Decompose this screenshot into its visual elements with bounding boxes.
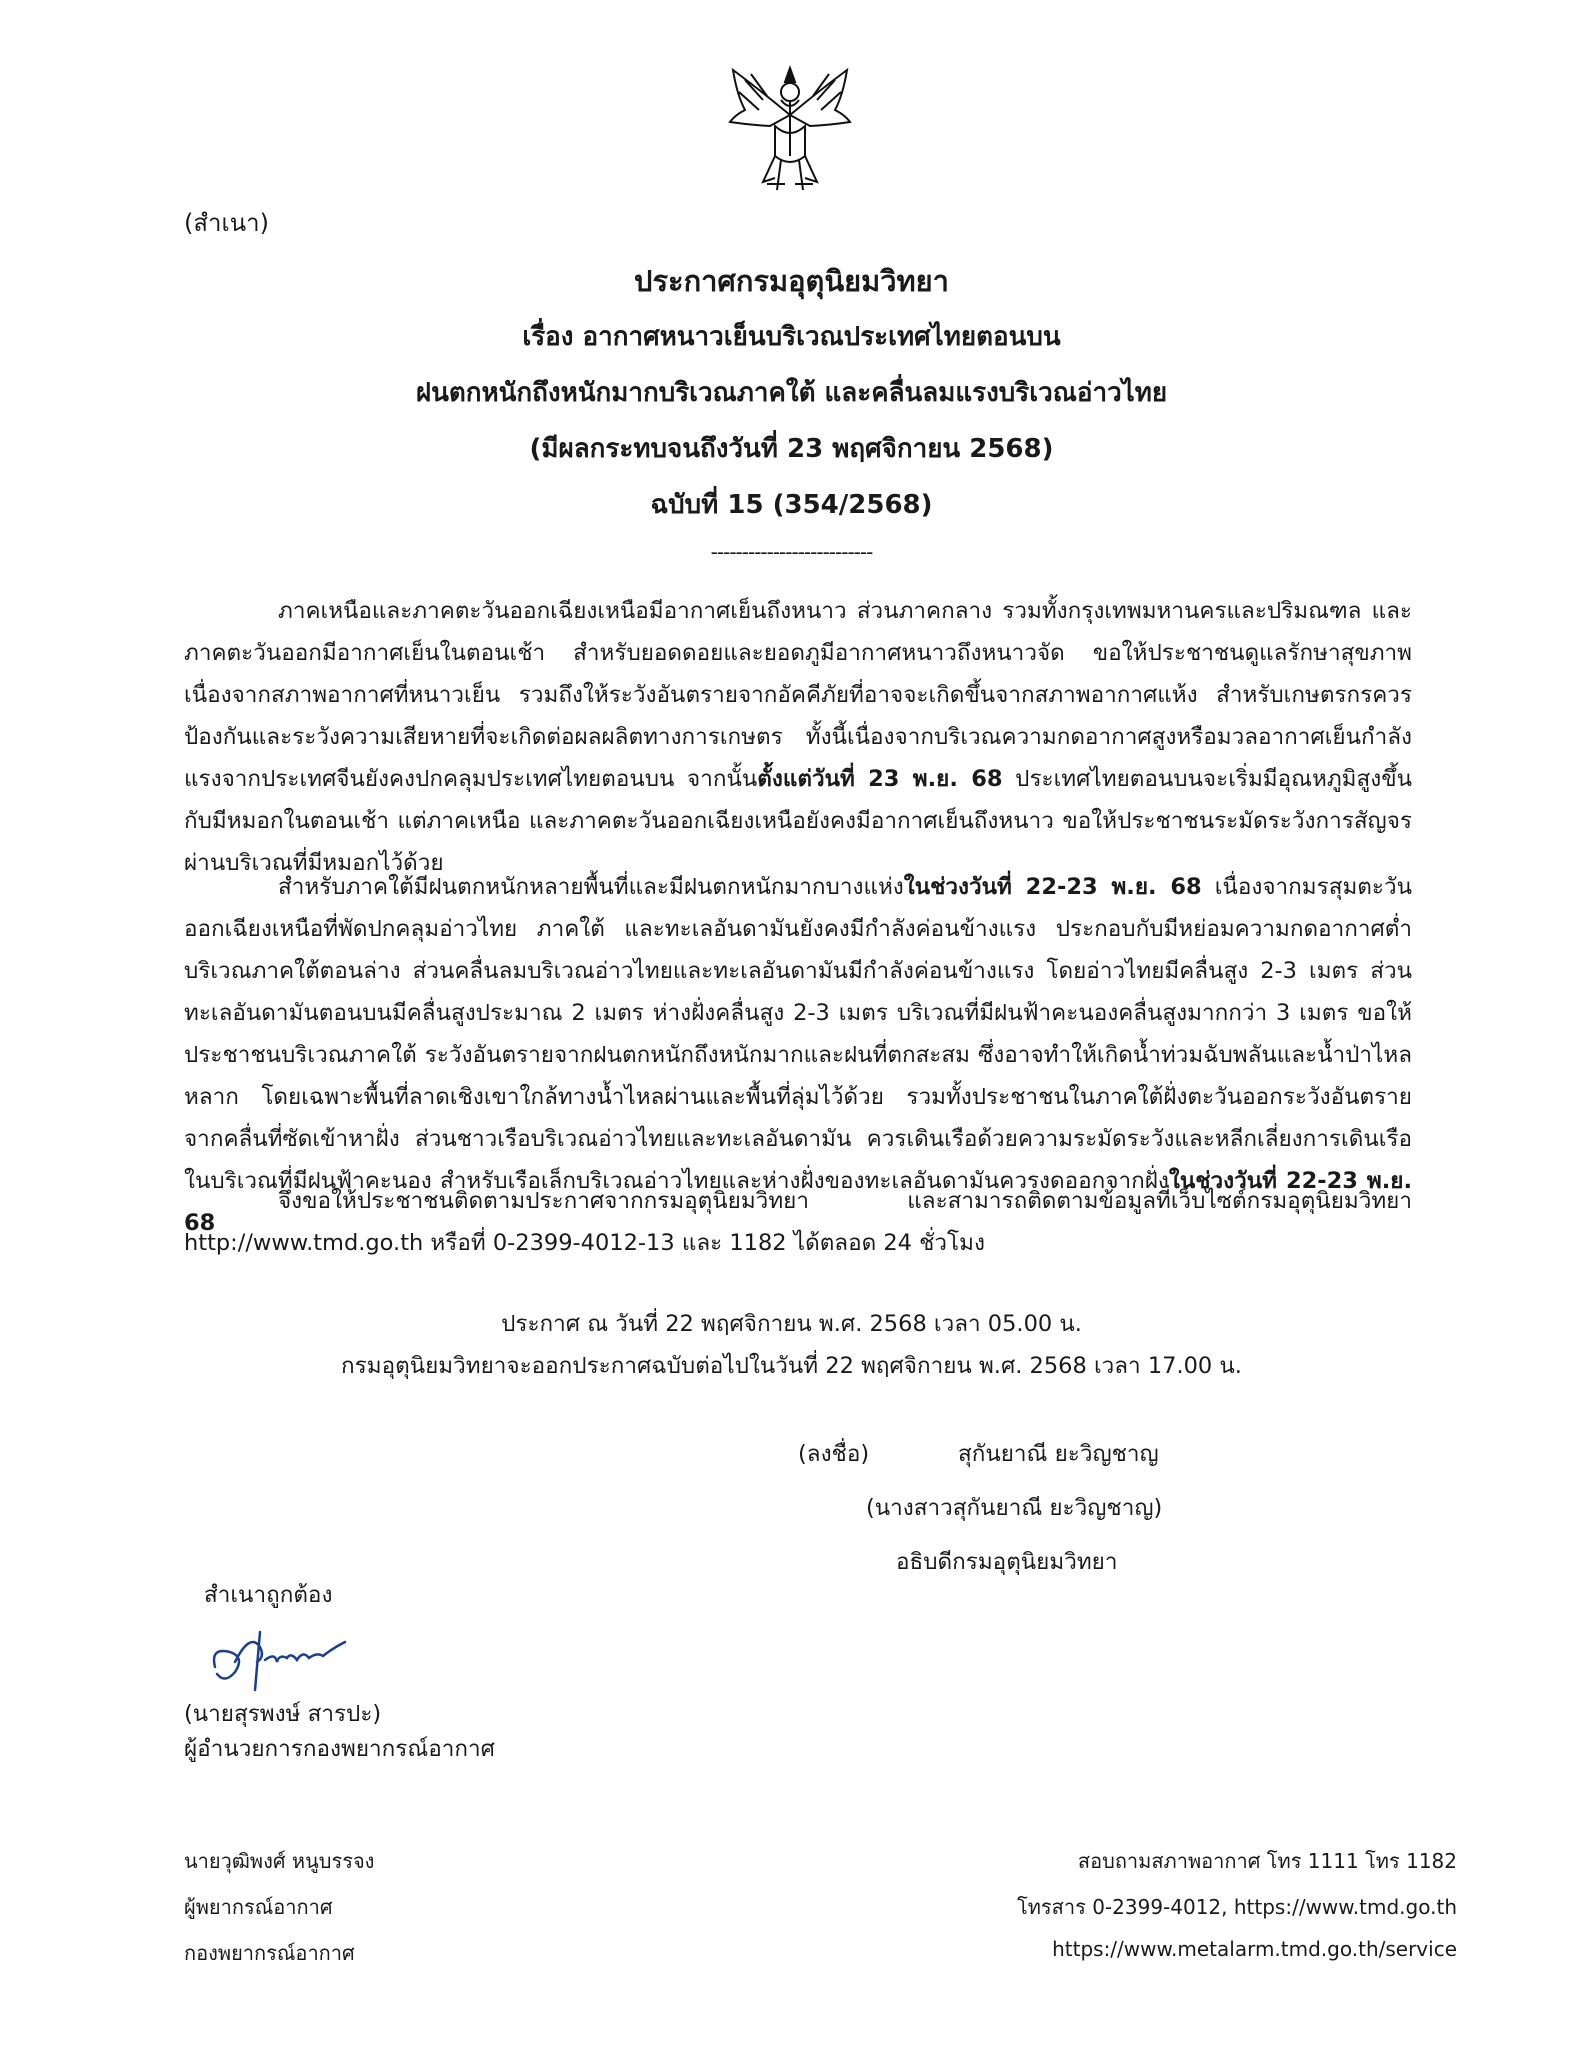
forecaster-name: นายวุฒิพงศ์ หนูบรรจง: [184, 1849, 375, 1873]
handwritten-signature: [205, 1612, 355, 1702]
signer-signature-text: สุกันยาณี ยะวิญชาญ: [958, 1441, 1159, 1467]
certified-copy-label: สำเนาถูกต้อง: [204, 1582, 333, 1608]
copy-label: (สำเนา): [184, 209, 269, 237]
paragraph-text: ประเทศไทยตอนบนจะเริ่มมีอุณหภูมิสูงขึ้นกับมีหมอกในตอนเช้า แต่ภาคเหนือ และภาคตะวันออกเฉียงเหนือยังคงมีอากาศเย็นถึงหนาว ขอให้ประชาชนระมัดระวังการสัญจรผ่านบริเวณที่มีหมอกไว้ด้วย: [184, 766, 1412, 876]
contact-service-link[interactable]: https://www.metalarm.tmd.go.th/service: [1052, 1937, 1457, 1961]
garuda-emblem-icon: [715, 60, 865, 200]
paragraph-follow-updates: จึงขอให้ประชาชนติดตามประกาศจากกรมอุตุนิยมวิทยา และสามารถติดตามข้อมูลที่เว็บไซต์กรมอุตุนิยมวิทยา http://www.tmd.go.th หรือที่ 0-2399-4012-13 และ 1182 ได้ตลอด 24 ชั่วโมง: [184, 1188, 1412, 1256]
paragraph-text: สำหรับภาคใต้มีฝนตกหนักหลายพื้นที่และมีฝนตกหนักมากบางแห่ง: [278, 874, 904, 900]
announcement-subject: เรื่อง อากาศหนาวเย็นบริเวณประเทศไทยตอนบน: [522, 322, 1061, 352]
paragraph-date-bold: ในช่วงวันที่ 22-23 พ.ย. 68: [903, 874, 1202, 900]
paragraph-text: ภาคเหนือและภาคตะวันออกเฉียงเหนือมีอากาศเย็นถึงหนาว ส่วนภาคกลาง รวมทั้งกรุงเทพมหานครและปริมณฑล และภาคตะวันออกมีอากาศเย็นในตอนเช้า สำหรับยอดดอยและยอดภูมีอากาศหนาวถึงหนาวจัด ขอให้ประชาชนดูแลรักษาสุขภาพเนื่องจากสภาพอากาศที่หนาวเย็น รวมถึงให้ระวังอันตรายจากอัคคีภัยที่อาจจะเกิดขึ้นจากสภาพอากาศแห้ง สำหรับเกษตรกรควรป้องกันและระวังความเสียหายที่จะเกิดต่อผลผลิตทางการเกษตร ทั้งนี้เนื่องจากบริเวณความกดอากาศสูงหรือมวลอากาศเย็นกำลังแรงจากประเทศจีนยังคงปกคลุมประเทศไทยตอนบน จากนั้น: [184, 598, 1412, 792]
issue-number: ฉบับที่ 15 (354/2568): [650, 490, 933, 520]
paragraph-date-bold: ในช่วงวันที่ 22-23 พ.ย. 68: [184, 1168, 1412, 1236]
contact-fax-website: โทรสาร 0-2399-4012, https://www.tmd.go.th: [1017, 1895, 1457, 1919]
forecaster-division: กองพยากรณ์อากาศ: [184, 1941, 355, 1965]
paragraph-text: เนื่องจากมรสุมตะวันออกเฉียงเหนือที่พัดปกคลุมอ่าวไทย ภาคใต้ และทะเลอันดามันยังคงมีกำลังค่อนข้างแรง ประกอบกับมีหย่อมความกดอากาศต่ำบริเวณภาคใต้ตอนล่าง ส่วนคลื่นลมบริเวณอ่าวไทยและทะเลอันดามันมีกำลังค่อนข้างแรง โดยอ่าวไทยมีคลื่นสูง 2-3 เมตร ส่วนทะเลอันดามันตอนบนมีคลื่นสูงประมาณ 2 เมตร ห่างฝั่งคลื่นสูง 2-3 เมตร บริเวณที่มีฝนฟ้าคะนองคลื่นสูงมากกว่า 3 เมตร ขอให้ประชาชนบริเวณภาคใต้ ระวังอันตรายจากฝนตกหนักถึงหนักมากและฝนที่ตกสะสม ซึ่งอาจทำให้เกิดน้ำท่วมฉับพลันและน้ำป่าไหลหลาก โดยเฉพาะพื้นที่ลาดเชิงเขาใกล้ทางน้ำไหลผ่านและพื้นที่ลุ่มไว้ด้วย รวมทั้งประชาชนในภาคใต้ฝั่งตะวันออกระวังอันตรายจากคลื่นที่ซัดเข้าหาฝั่ง ส่วนชาวเรือบริเวณอ่าวไทยและทะเลอันดามัน ควรเดินเรือด้วยความระมัดระวังและหลีกเลี่ยงการเดินเรือในบริเวณที่มีฝนฟ้าคะนอง สำหรับเรือเล็กบริเวณอ่าวไทยและห่างฝั่งของทะเลอันดามันควรงดออกจากฝั่ง: [184, 874, 1412, 1194]
certifier-position: ผู้อำนวยการกองพยากรณ์อากาศ: [184, 1736, 495, 1762]
issued-datetime: ประกาศ ณ วันที่ 22 พฤศจิกายน พ.ศ. 2568 เวลา 05.00 น.: [501, 1311, 1082, 1337]
announcement-title: ประกาศกรมอุตุนิยมวิทยา: [634, 264, 949, 298]
title-divider: --------------------------: [710, 540, 873, 564]
contact-phone: สอบถามสภาพอากาศ โทร 1111 โทร 1182: [1077, 1849, 1457, 1873]
signer-full-name: (นางสาวสุกันยาณี ยะวิญชาญ): [866, 1495, 1163, 1521]
announcement-subject-cont: ฝนตกหนักถึงหนักมากบริเวณภาคใต้ และคลื่นลมแรงบริเวณอ่าวไทย: [415, 378, 1168, 408]
paragraph-date-bold: ตั้งแต่วันที่ 23 พ.ย. 68: [757, 766, 1003, 792]
signed-label: (ลงชื่อ): [798, 1441, 870, 1467]
effective-period: (มีผลกระทบจนถึงวันที่ 23 พฤศจิกายน 2568): [529, 434, 1054, 464]
forecaster-role: ผู้พยากรณ์อากาศ: [184, 1895, 333, 1919]
certifier-name: (นายสุรพงษ์ สารปะ): [184, 1701, 382, 1727]
paragraph-cold-weather: [184, 590, 1412, 884]
signer-position: อธิบดีกรมอุตุนิยมวิทยา: [896, 1549, 1118, 1575]
next-issue-notice: กรมอุตุนิยมวิทยาจะออกประกาศฉบับต่อไปในวันที่ 22 พฤศจิกายน พ.ศ. 2568 เวลา 17.00 น.: [341, 1353, 1242, 1379]
